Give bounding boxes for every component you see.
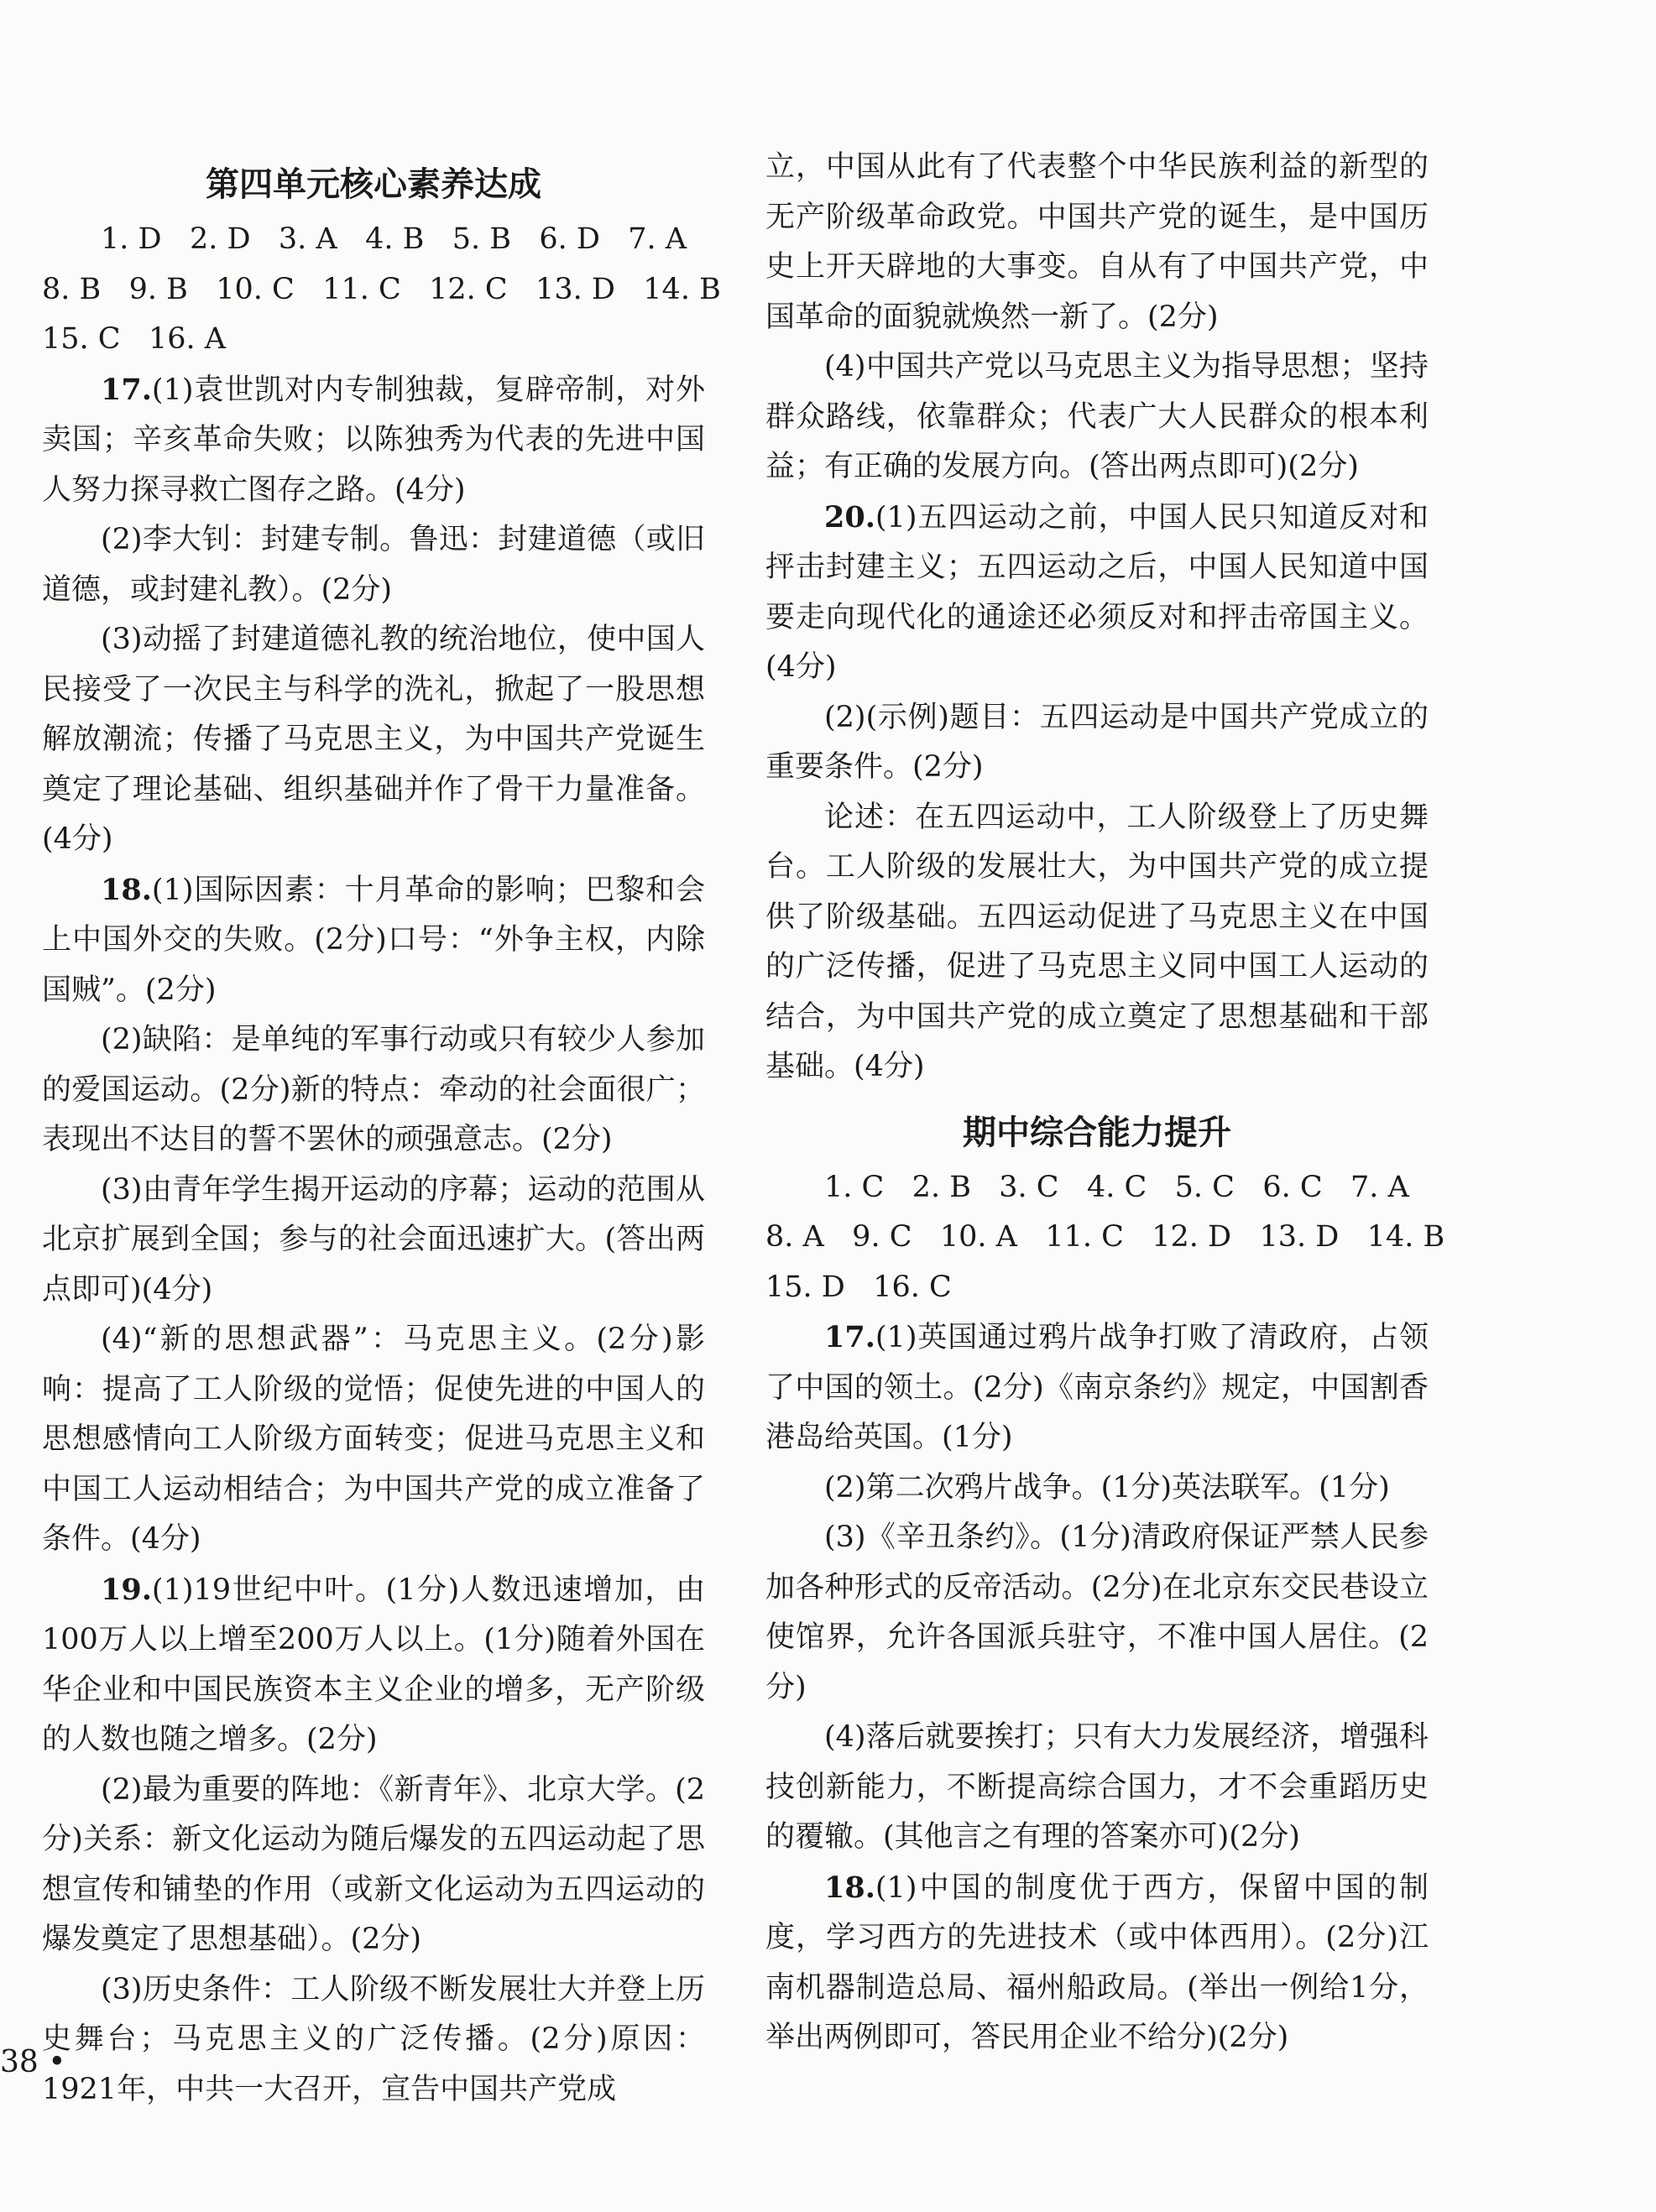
answer-key-line: 15. C 16. A xyxy=(42,322,227,356)
answer-key-line: 8. B 9. B 10. C 11. C 12. C 13. D 14. B xyxy=(42,272,721,306)
answer-key-line: 8. A 9. C 10. A 11. C 12. D 13. D 14. B xyxy=(765,1220,1445,1254)
answer-paragraph: (2)缺陷：是单纯的军事行动或只有较少人参加的爱国运动。(2分)新的特点：牵动的社会面很广；表现出不达目的誓不罢休的顽强意志。(2分) xyxy=(42,1023,705,1156)
left-column xyxy=(42,143,721,2115)
section-heading-midterm: 期中综合能力提升 xyxy=(963,1113,1231,1152)
answer-paragraph: (2)第二次鸦片战争。(1分)英法联军。(1分) xyxy=(824,1470,1390,1505)
answer-paragraph: (3)由青年学生揭开运动的序幕；运动的范围从北京扩展到全国；参与的社会面迅速扩大。(答出两点即可)(4分) xyxy=(42,1172,705,1307)
question-number: 17. xyxy=(101,372,152,407)
answer-paragraph: (3)《辛丑条约》。(1分)清政府保证严禁人民参加各种形式的反帝活动。(2分)在北京东交民巷设立使馆界，允许各国派兵驻守，不准中国人居住。(2分) xyxy=(765,1521,1429,1704)
answer-paragraph: 立，中国从此有了代表整个中华民族利益的新型的无产阶级革命政党。中国共产党的诞生，是中国历史上开天辟地的大事变。自从有了中国共产党，中国革命的面貌就焕然一新了。(2分) xyxy=(765,150,1429,334)
question-number: 20. xyxy=(824,499,875,535)
answer-paragraph: (4)“新的思想武器”：马克思主义。(2分)影响：提高了工人阶级的觉悟；促使先进的中国人的思想感情向工人阶级方面转变；促进马克思主义和中国工人运动相结合；为中国共产党的成立准备了条件。(4分) xyxy=(42,1323,705,1556)
question-number: 19. xyxy=(101,1572,152,1607)
answer-paragraph: (2)最为重要的阵地：《新青年》、北京大学。(2分)关系：新文化运动为随后爆发的五四运动起了思想宣传和铺垫的作用（或新文化运动为五四运动的爆发奠定了思想基础）。(2分) xyxy=(42,1772,705,1956)
right-column xyxy=(765,143,1445,2063)
question-number: 17. xyxy=(824,1320,875,1354)
section-heading-unit4: 第四单元核心素养达成 xyxy=(206,165,541,204)
answer-paragraph: (3)动摇了封建道德礼教的统治地位，使中国人民接受了一次民主与科学的洗礼，掀起了一股思想解放潮流；传播了马克思主义，为中国共产党诞生奠定了理论基础、组织基础并作了骨干力量准备。(4分) xyxy=(42,623,705,856)
answer-paragraph: (2)李大钊：封建专制。鲁迅：封建道德（或旧道德，或封建礼教）。(2分) xyxy=(42,523,705,607)
question-number: 18. xyxy=(101,872,152,907)
answer-paragraph: 19.(1)19世纪中叶。(1分)人数迅速增加，由100万人以上增至200万人以上。(1分)随着外国在华企业和中国民族资本主义企业的增多，无产阶级的人数也随之增多。(2分) xyxy=(42,1572,705,1756)
answer-paragraph: 18.(1)国际因素：十月革命的影响；巴黎和会上中国外交的失败。(2分)口号：“外争主权，内除国贼”。(2分) xyxy=(42,872,705,1007)
answer-paragraph: 20.(1)五四运动之前，中国人民只知道反对和抨击封建主义；五四运动之后，中国人民知道中国要走向现代化的通途还必须反对和抨击帝国主义。(4分) xyxy=(765,499,1429,684)
answer-paragraph: (2)(示例)题目：五四运动是中国共产党成立的重要条件。(2分) xyxy=(765,700,1429,784)
answer-paragraph: 18.(1)中国的制度优于西方，保留中国的制度，学习西方的先进技术（或中体西用）。(2分)江南机器制造总局、福州船政局。(举出一例给1分，举出两例即可，答民用企业不给分)(2分) xyxy=(765,1870,1429,2054)
answer-paragraph: (4)落后就要挨打；只有大力发展经济，增强科技创新能力，不断提高综合国力，才不会重蹈历史的覆辙。(其他言之有理的答案亦可)(2分) xyxy=(765,1720,1429,1854)
answer-paragraph: 论述：在五四运动中，工人阶级登上了历史舞台。工人阶级的发展壮大，为中国共产党的成立提供了阶级基础。五四运动促进了马克思主义在中国的广泛传播，促进了马克思主义同中国工人运动的结合，为中国共产党的成立奠定了思想基础和干部基础。(4分) xyxy=(765,800,1429,1083)
page-number: 38 • xyxy=(0,2045,66,2079)
answer-key-line: 1. D 2. D 3. A 4. B 5. B 6. D 7. A xyxy=(101,222,687,256)
answer-key-line: 15. D 16. C xyxy=(765,1270,952,1304)
answer-paragraph: 17.(1)袁世凯对内专制独裁，复辟帝制，对外卖国；辛亥革命失败；以陈独秀为代表的先进中国人努力探寻救亡图存之路。(4分) xyxy=(42,372,705,507)
question-number: 18. xyxy=(824,1870,875,1905)
answer-paragraph: (3)历史条件：工人阶级不断发展壮大并登上历史舞台；马克思主义的广泛传播。(2分)原因：1921年，中共一大召开，宣告中国共产党成 xyxy=(42,1972,705,2106)
answer-paragraph: (4)中国共产党以马克思主义为指导思想；坚持群众路线，依靠群众；代表广大人民群众的根本利益；有正确的发展方向。(答出两点即可)(2分) xyxy=(765,350,1429,483)
answer-paragraph: 17.(1)英国通过鸦片战争打败了清政府，占领了中国的领土。(2分)《南京条约》规定，中国割香港岛给英国。(1分) xyxy=(765,1320,1429,1454)
answer-key-line: 1. C 2. B 3. C 4. C 5. C 6. C 7. A xyxy=(824,1170,1409,1204)
